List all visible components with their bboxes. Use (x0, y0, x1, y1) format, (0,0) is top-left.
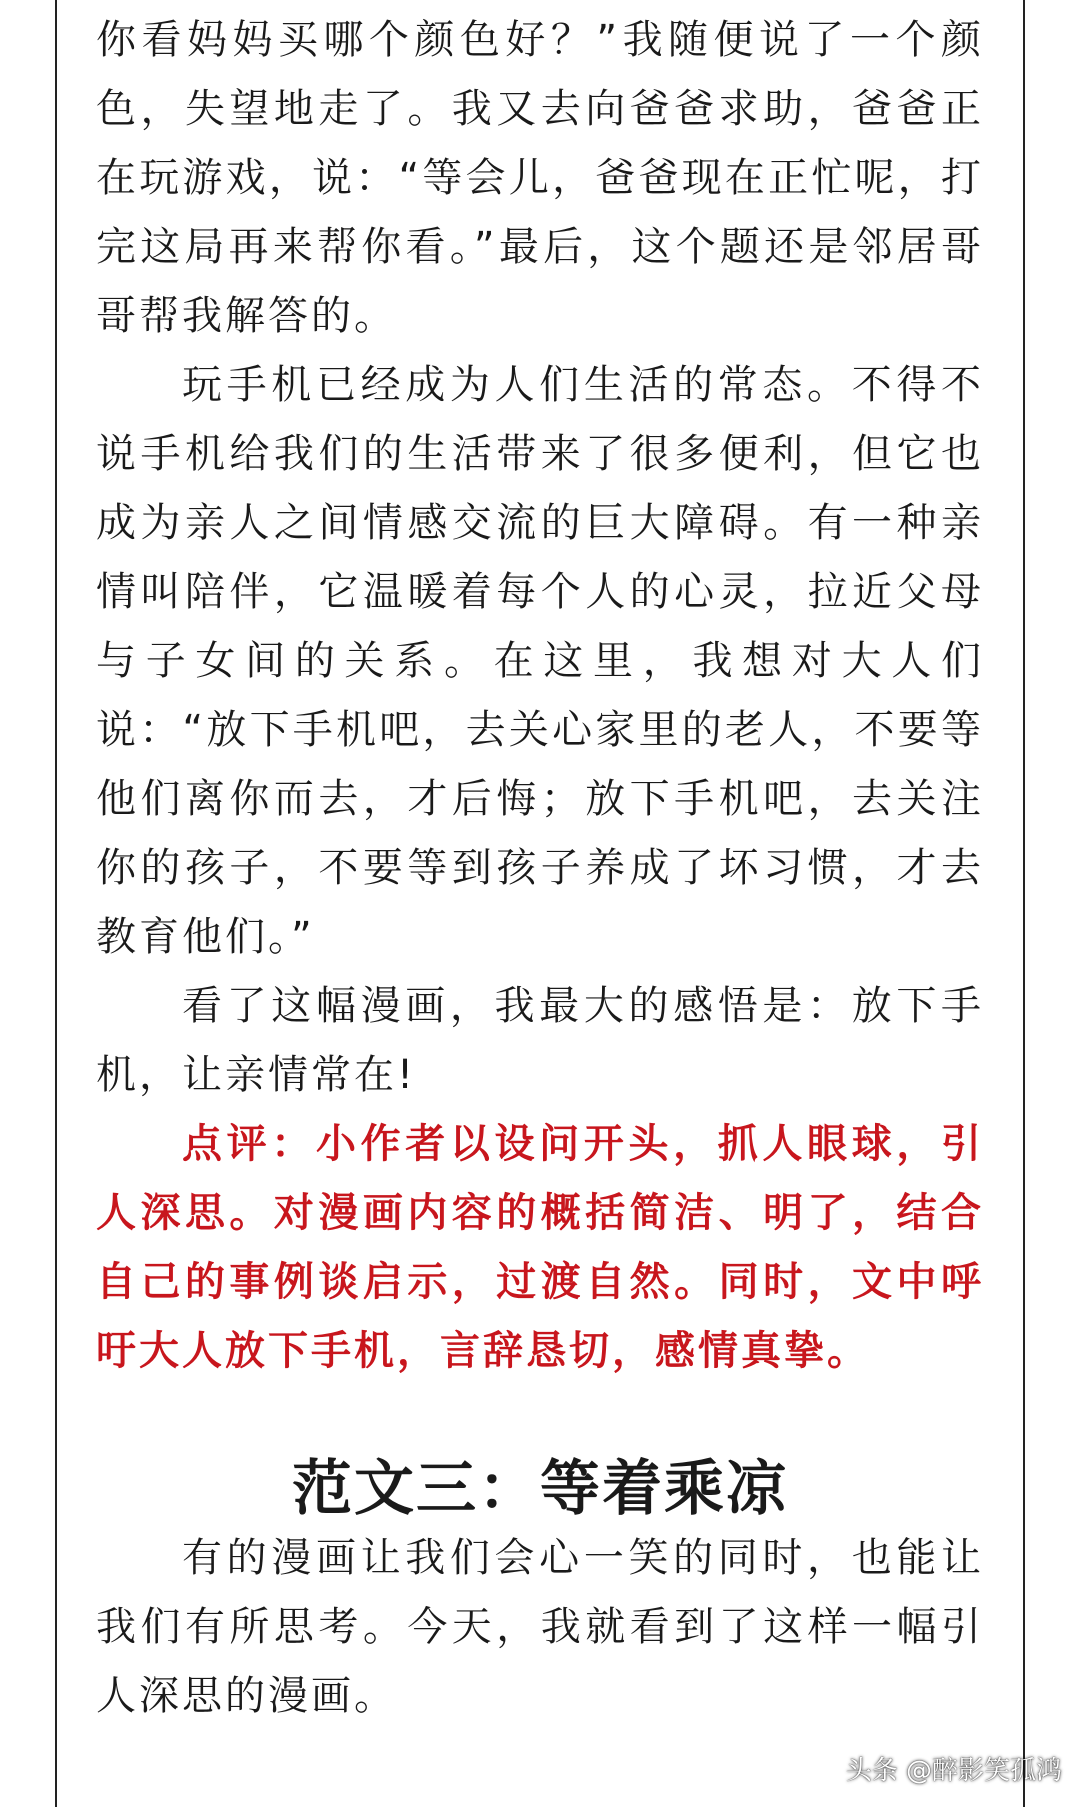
paragraph-1: 你看妈妈买哪个颜色好？”我随便说了一个颜色，失望地走了。我又去向爸爸求助，爸爸正在玩游戏，说：“等会儿，爸爸现在正忙呢，打完这局再来帮你看。”最后，这个题还是邻居哥哥帮我解答的。 (96, 17, 984, 339)
watermark: 头条 @醉影笑孤鸿 (845, 1756, 1062, 1786)
paragraph-4: 有的漫画让我们会心一笑的同时，也能让我们有所思考。今天，我就看到了这样一幅引人深思的漫画。 (96, 1535, 984, 1719)
review-comment: 点评：小作者以设问开头，抓人眼球，引人深思。对漫画内容的概括简洁、明了，结合自己的事例谈启示，过渡自然。同时，文中呼吁大人放下手机，言辞恳切，感情真挚。 (96, 1121, 984, 1374)
section-spacer (96, 1386, 984, 1455)
paragraph-2: 玩手机已经成为人们生活的常态。不得不说手机给我们的生活带来了很多便利，但它也成为亲人之间情感交流的巨大障碍。有一种亲情叫陪伴，它温暖着每个人的心灵，拉近父母与子女间的关系。在这里，我想对大人们说：“放下手机吧，去关心家里的老人，不要等他们离你而去，才后悔；放下手机吧，去关注你的孩子，不要等到孩子养成了坏习惯，才去教育他们。” (96, 362, 984, 960)
section-title: 范文三：等着乘凉 (292, 1454, 788, 1524)
paragraph-3: 看了这幅漫画，我最大的感悟是：放下手机，让亲情常在! (96, 983, 984, 1098)
right-border-line (1023, 0, 1025, 1807)
article-body (96, 6, 984, 1731)
left-border-line (55, 0, 57, 1807)
